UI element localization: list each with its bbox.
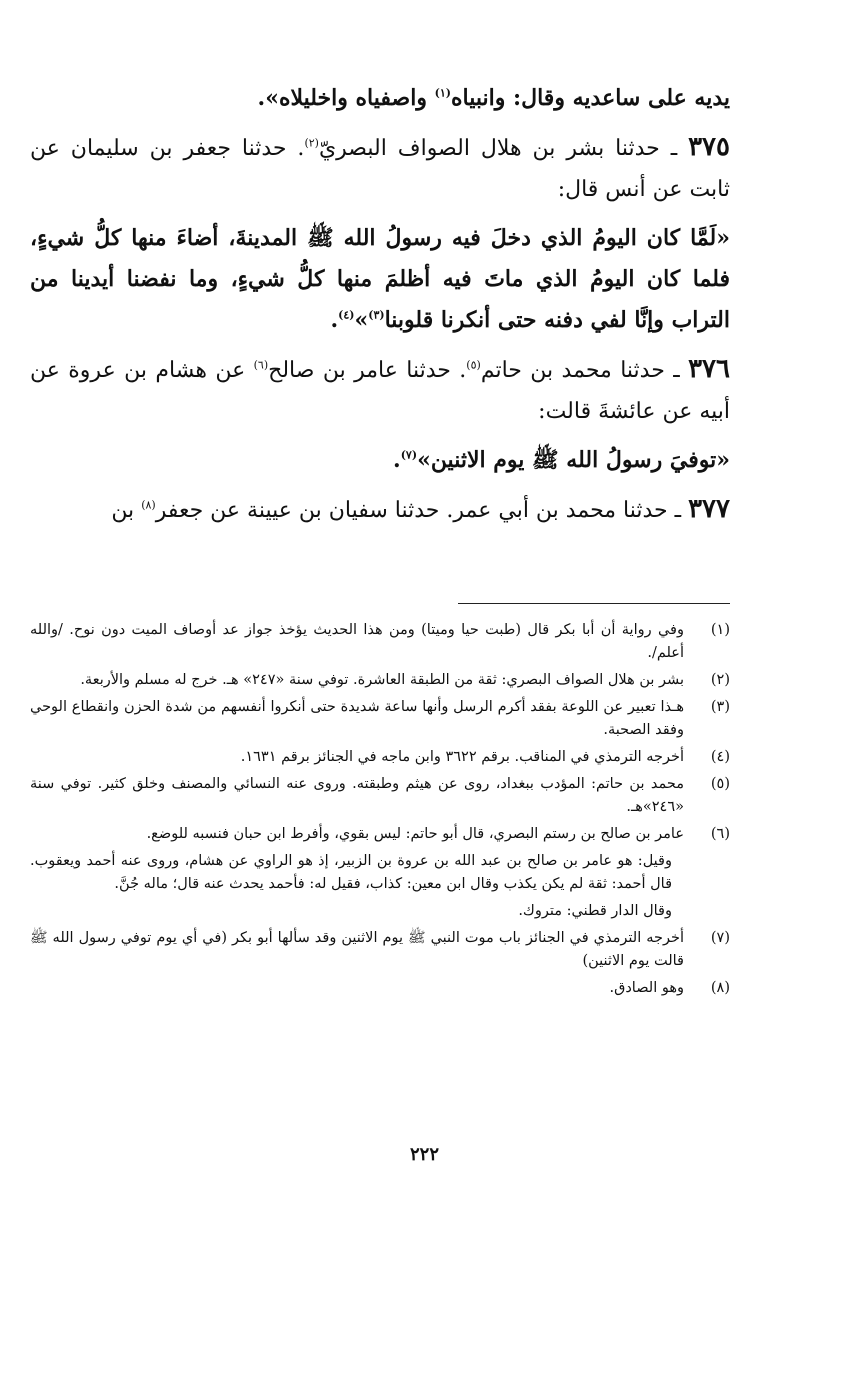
isnad-text: ـ حدثنا محمد بن حاتم (480, 358, 689, 383)
footnote (30, 977, 730, 1000)
hadith-376-matn (30, 440, 730, 481)
footnote (30, 773, 730, 819)
matn-text: «لَمَّا كان اليومُ الذي دخلَ فيه رسولُ الله ﷺ المدينةَ، أضاءَ منها كلُّ شيءٍ، فلما كان اليومُ الذي ماتَ فيه أظلمَ منها كلُّ شيءٍ، وما نفضنا أيدينا من التراب وإنَّا لفي دفنه حتى أنكرنا قلوبنا (30, 225, 730, 333)
isnad-text: بن (111, 498, 142, 523)
footnote-text: وهو الصادق. (609, 980, 684, 996)
isnad-text: ـ حدثنا بشر بن هلال الصواف البصريّ (318, 136, 689, 161)
footnote-number: (٦) (710, 826, 730, 842)
footnote-number: (٥) (710, 776, 730, 792)
matn-text: «توفيَ رسولُ الله ﷺ يوم الاثنين» (417, 447, 730, 473)
page-body (30, 78, 730, 996)
intro-line (30, 78, 730, 119)
footnotes (30, 619, 730, 1004)
footnote-continuation: وقال الدار قطني: متروك. (518, 903, 672, 919)
footnote-ref: (٣) (368, 308, 385, 322)
footnote (30, 669, 730, 692)
footnote-divider (458, 603, 730, 604)
page-number: ٢٢٢ (409, 1144, 439, 1165)
footnote-text: وفي رواية أن أبا بكر قال (طبت حيا وميتا) ومن هذا الحديث يؤخذ جواز عد أوصاف الميت دون نوح. /والله أعلم/. (30, 622, 684, 661)
hadith-376-isnad (30, 349, 730, 432)
isnad-text: عن هشام بن عروة عن أبيه عن عائشةَ قالت: (30, 358, 730, 424)
main-text (30, 78, 730, 531)
footnote-text: هـذا تعبير عن اللوعة بفقد أكرم الرسل وأنها ساعة شديدة حتى أنكروا أنفسهم من شدة الحزن وانقطاع الوحي وفقد الصحبة. (30, 699, 684, 738)
footnote-number: (٣) (710, 699, 730, 715)
footnote-number: (٢) (710, 672, 730, 688)
footnote-text: محمد بن حاتم: المؤدب ببغداد، روى عن هيثم وطبقته. وروى عنه النسائي والمصنف وخلق كثير. توفي سنة «٢٤٦»هـ. (30, 776, 684, 815)
intro-end: واصفياه واخليلاه». (257, 85, 435, 111)
footnote-ref: (٥) (466, 358, 481, 372)
period: . (330, 307, 339, 333)
footnote-ref: (٢) (304, 136, 319, 150)
isnad-text: . حدثنا جعفر بن سليمان عن ثابت عن أنس قال: (30, 136, 730, 202)
footnote-text: أخرجه الترمذي في الجنائز باب موت النبي ﷺ يوم الاثنين وقد سألها أبو بكر (في أي يوم توفي رسول الله ﷺ قالت يوم الاثنين) (30, 930, 684, 969)
footnote (30, 746, 730, 769)
footnote-ref: (٧) (400, 448, 418, 462)
footnote-ref: (٤) (338, 308, 355, 322)
quote-close: » (354, 307, 369, 333)
hadith-number: ٣٧٦ (688, 354, 730, 384)
hadith-377-isnad (30, 489, 730, 531)
footnote-text: عامر بن صالح بن رستم البصري، قال أبو حاتم: ليس بقوي، وأفرط ابن حبان فنسبه للوضع. (146, 826, 684, 842)
hadith-375-isnad (30, 127, 730, 210)
footnote (30, 927, 730, 973)
footnote (30, 696, 730, 742)
hadith-375-matn (30, 218, 730, 341)
footnote-ref: (٦) (253, 358, 269, 372)
footnote-number: (١) (710, 622, 730, 638)
footnote-number: (٤) (710, 749, 730, 765)
isnad-text: ـ حدثنا محمد بن أبي عمر. حدثنا سفيان بن عيينة عن جعفر (155, 498, 689, 523)
footnote-continuation: وقيل: هو عامر بن صالح بن عبد الله بن عروة بن الزبير، إذ هو الراوي عن هشام، وروى عنه أحمد ويعقوب. قال أحمد: ثقة لم يكن يكذب وقال ابن معين: كذاب، فقيل له: فأحمد يحدث عنه قال؛ ماله جُنَّ. (30, 853, 672, 892)
intro-text: يديه على ساعديه وقال: وانبياه (450, 85, 730, 111)
footnote (30, 823, 730, 846)
footnote-text: أخرجه الترمذي في المناقب. برقم ٣٦٢٢ وابن ماجه في الجنائز برقم ١٦٣١. (240, 749, 684, 765)
footnote (30, 619, 730, 665)
footnote-number: (٨) (710, 980, 730, 996)
footnote-ref: (١) (434, 86, 451, 100)
footnote-ref: (٨) (141, 498, 156, 512)
hadith-number: ٣٧٥ (688, 132, 730, 162)
footnote-number: (٧) (710, 930, 730, 946)
hadith-number: ٣٧٧ (688, 494, 730, 524)
footnote-text: بشر بن هلال الصواف البصري: ثقة من الطبقة العاشرة. توفي سنة «٢٤٧» هـ. خرج له مسلم والأربعة. (80, 672, 684, 688)
isnad-text: . حدثنا عامر بن صالح (268, 358, 467, 383)
period: . (393, 447, 401, 473)
